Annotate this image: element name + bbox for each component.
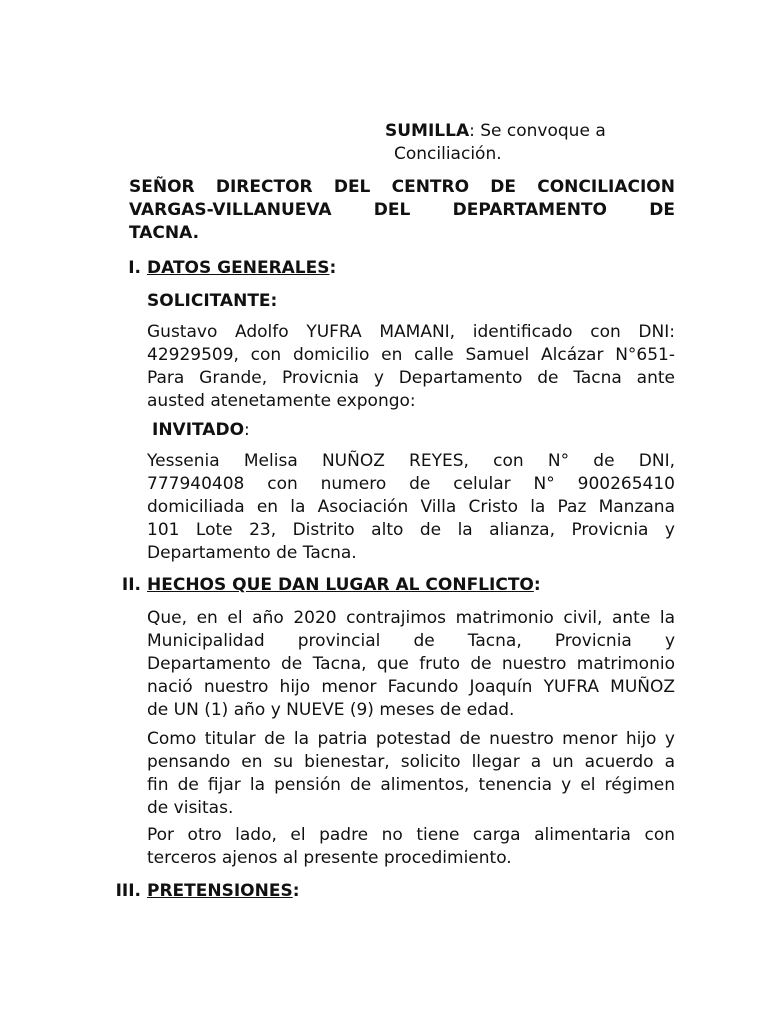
invitado-paragraph — [147, 450, 675, 565]
hechos-paragraph-3 — [147, 824, 675, 870]
paragraph-line: domiciliada en la Asociación Villa Cristo la Paz Manzana — [147, 497, 675, 517]
paragraph-line: Que, en el año 2020 contrajimos matrimonio civil, ante la — [147, 608, 675, 628]
paragraph-line: Para Grande, Provicnia y Departamento de Tacna ante — [147, 368, 675, 388]
paragraph-line: Por otro lado, el padre no tiene carga alimentaria con — [147, 825, 675, 845]
paragraph-line: fin de fijar la pensión de alimentos, tenencia y el régimen — [147, 775, 675, 795]
addressee-block — [129, 176, 675, 245]
paragraph-line: Como titular de la patria potestad de nuestro menor hijo y — [147, 729, 675, 749]
section-number: I. — [128, 258, 141, 278]
paragraph-line: Municipalidad provincial de Tacna, Provicnia y — [147, 631, 675, 651]
paragraph-line: Departamento de Tacna. — [147, 543, 357, 563]
section-title: PRETENSIONES — [147, 881, 293, 901]
section-colon: : — [292, 881, 300, 901]
sumilla-block — [385, 120, 685, 166]
paragraph-line: terceros ajenos al presente procedimiento. — [147, 848, 512, 868]
section-heading-pretensiones — [109, 880, 300, 903]
section-title: HECHOS QUE DAN LUGAR AL CONFLICTO — [147, 575, 534, 595]
paragraph-line: Yessenia Melisa NUÑOZ REYES, con N° de DNI, — [147, 451, 675, 471]
section-heading-hechos — [109, 574, 541, 597]
paragraph-line: 42929509, con domicilio en calle Samuel Alcázar N°651- — [147, 345, 675, 365]
hechos-paragraph-1 — [147, 607, 675, 722]
paragraph-line: Gustavo Adolfo YUFRA MAMANI, identificado con DNI: — [147, 322, 675, 342]
addressee-line: TACNA. — [129, 223, 200, 243]
section-number: III. — [115, 881, 141, 901]
section-colon: : — [329, 258, 337, 278]
solicitante-paragraph — [147, 321, 675, 413]
paragraph-line: austed atenetamente expongo: — [147, 391, 416, 411]
section-number: II. — [121, 575, 141, 595]
paragraph-line: 777940408 con numero de celular N° 900265410 — [147, 474, 675, 494]
paragraph-line: Departamento de Tacna, que fruto de nuestro matrimonio — [147, 654, 675, 674]
paragraph-line: 101 Lote 23, Distrito alto de la alianza, Provicnia y — [147, 520, 675, 540]
addressee-line: VARGAS-VILLANUEVA DEL DEPARTAMENTO DE — [129, 200, 675, 220]
paragraph-line: pensando en su bienestar, solicito llegar a un acuerdo a — [147, 752, 675, 772]
sumilla-line-2: Conciliación. — [394, 144, 502, 164]
section-colon: : — [533, 575, 541, 595]
sumilla-text: : Se convoque a — [469, 121, 606, 141]
invitado-heading — [152, 419, 250, 442]
section-heading-datos-generales — [109, 257, 336, 280]
addressee-line: SEÑOR DIRECTOR DEL CENTRO DE CONCILIACION — [129, 177, 675, 197]
sumilla-label: SUMILLA — [385, 121, 470, 141]
hechos-paragraph-2 — [147, 728, 675, 820]
paragraph-line: de visitas. — [147, 798, 234, 818]
section-title: DATOS GENERALES — [147, 258, 330, 278]
solicitante-label: SOLICITANTE: — [147, 291, 278, 311]
sumilla-line-1 — [385, 120, 685, 143]
invitado-label: INVITADO — [152, 420, 245, 440]
invitado-colon: : — [244, 420, 250, 440]
paragraph-line: de UN (1) año y NUEVE (9) meses de edad. — [147, 700, 515, 720]
paragraph-line: nació nuestro hijo menor Facundo Joaquín YUFRA MUÑOZ — [147, 677, 675, 697]
